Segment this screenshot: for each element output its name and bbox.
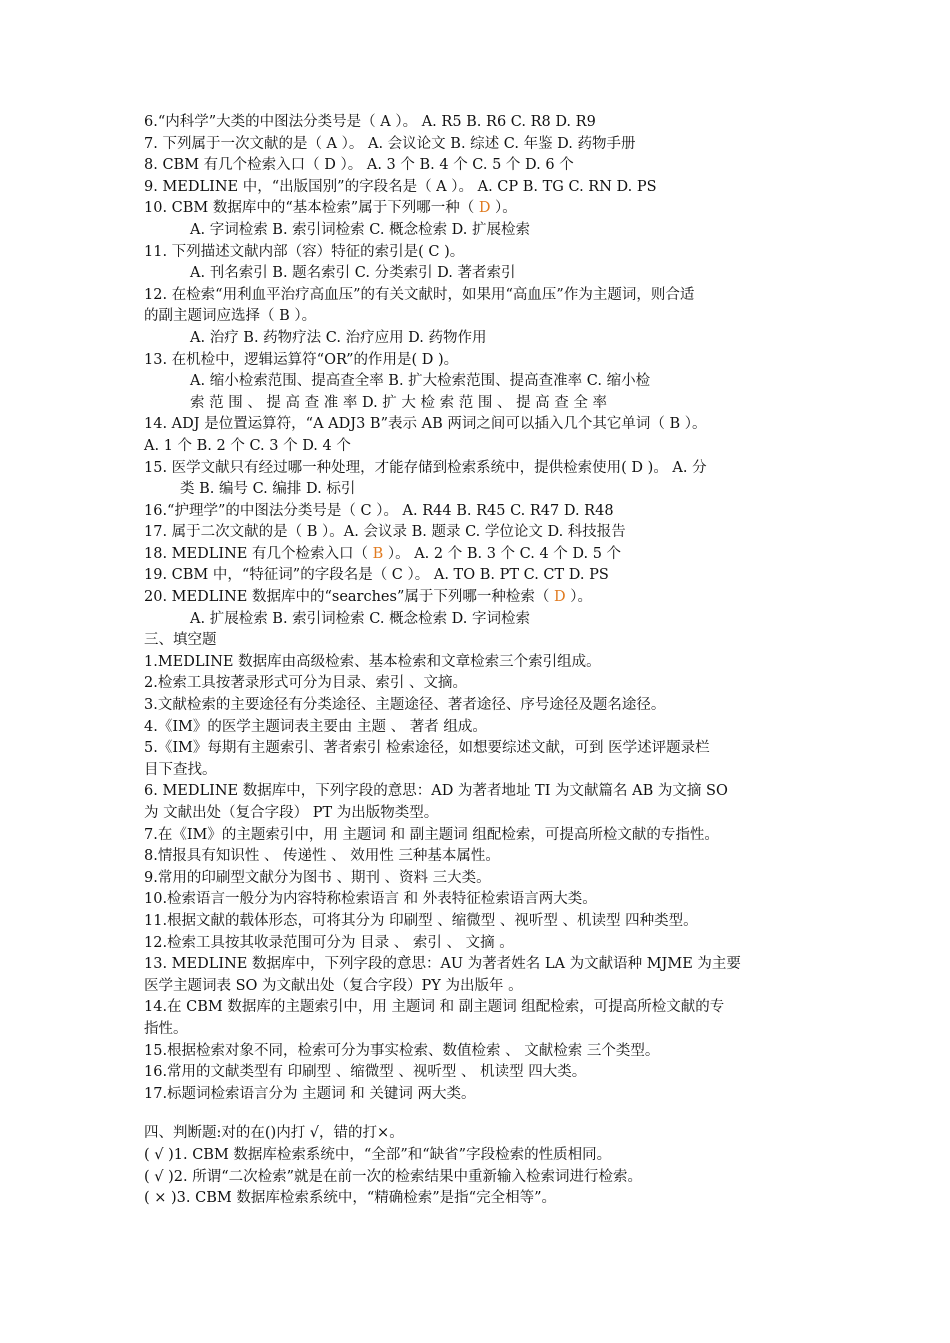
question-15-options: 类 B. 编号 C. 编排 D. 标引 — [180, 481, 356, 498]
judge-item: ( √ )1. CBM 数据库检索系统中，“全部”和“缺省”字段检索的性质相同。 — [144, 1146, 612, 1163]
fill-item: 16.常用的文献类型有 印刷型 、缩微型 、视听型 、 机读型 四大类。 — [144, 1064, 587, 1081]
question-19: 19. CBM 中，“特征词”的字段名是（ C ）。 A. TO B. PT C. CT D. PS — [144, 567, 609, 584]
question-14-options: A. 1 个 B. 2 个 C. 3 个 D. 4 个 — [144, 437, 351, 454]
fill-item: 13. MEDLINE 数据库中，下列字段的意思：AU 为著者姓名 LA 为文献语种 MJME 为主要 — [144, 956, 741, 973]
question-9: 9. MEDLINE 中，“出版国别”的字段名是（ A ）。 A. CP B. TG C. RN D. PS — [144, 178, 657, 195]
judge-item: ( × )3. CBM 数据库检索系统中，“精确检索”是指“完全相等”。 — [144, 1190, 556, 1207]
fill-item: 15.根据检索对象不同，检索可分为事实检索、数值检索 、 文献检索 三个类型。 — [144, 1042, 660, 1059]
question-13: 13. 在机检中，逻辑运算符“OR”的作用是( D )。 — [144, 351, 459, 368]
question-11-options: A. 刊名索引 B. 题名索引 C. 分类索引 D. 著者索引 — [190, 265, 516, 282]
document-page — [144, 112, 816, 1210]
answer-highlight: B — [372, 545, 384, 562]
fill-item: 8.情报具有知识性 、 传递性 、 效用性 三种基本属性。 — [144, 848, 500, 865]
question-17: 17. 属于二次文献的是（ B ）。A. 会议录 B. 题录 C. 学位论文 D. 科技报告 — [144, 524, 626, 541]
fill-item: 3.文献检索的主要途径有分类途径、主题途径、著者途径、序号途径及题名途径。 — [144, 697, 666, 714]
question-8: 8. CBM 有几个检索入口（ D ）。 A. 3 个 B. 4 个 C. 5 个 D. 6 个 — [144, 157, 574, 174]
question-13-options-a: A. 缩小检索范围、提高查全率 B. 扩大检索范围、提高查准率 C. 缩小检 — [190, 373, 651, 390]
question-11: 11. 下列描述文献内部（容）特征的索引是( C )。 — [144, 243, 465, 260]
question-12: 12. 在检索“用利血平治疗高血压”的有关文献时，如果用“高血压”作为主题词，则合适 — [144, 286, 695, 303]
fill-item: 10.检索语言一般分为内容特称检索语言 和 外表特征检索语言两大类。 — [144, 891, 597, 908]
fill-item: 5.《IM》每期有主题索引、著者索引 检索途径，如想要综述文献，可到 医学述评题录栏 — [144, 740, 710, 757]
fill-item: 指性。 — [144, 1020, 188, 1037]
fill-item: 9.常用的印刷型文献分为图书 、期刊 、资料 三大类。 — [144, 869, 491, 886]
answer-highlight: D — [553, 589, 566, 606]
question-10: 10. CBM 数据库中的“基本检索”属于下列哪一种（ D ）。 — [144, 200, 517, 217]
question-7: 7. 下列属于一次文献的是（ A ）。 A. 会议论文 B. 综述 C. 年鉴 D. 药物手册 — [144, 135, 636, 152]
spacer — [144, 1105, 816, 1123]
fill-item: 17.标题词检索语言分为 主题词 和 关键词 两大类。 — [144, 1085, 476, 1102]
fill-item: 7.在《IM》的主题索引中，用 主题词 和 副主题词 组配检索，可提高所检文献的专指性。 — [144, 826, 719, 843]
question-6: 6.“内科学”大类的中图法分类号是（ A ）。 A. R5 B. R6 C. R8 D. R9 — [144, 114, 596, 130]
question-12-options: A. 治疗 B. 药物疗法 C. 治疗应用 D. 药物作用 — [190, 329, 487, 346]
question-12-cont: 的副主题词应选择（ B ）。 — [144, 308, 317, 325]
section-heading-judge: 四、判断题:对的在()内打 √，错的打×。 — [144, 1125, 404, 1142]
fill-item: 医学主题词表 SO 为文献出处（复合字段）PY 为出版年 。 — [144, 977, 523, 994]
question-14: 14. ADJ 是位置运算符，“A ADJ3 B”表示 AB 两词之间可以插入几个其它单词（ B ）。 — [144, 416, 707, 433]
section-heading-fill: 三、填空题 — [144, 632, 217, 649]
question-10-options: A. 字词检索 B. 索引词检索 C. 概念检索 D. 扩展检索 — [190, 221, 531, 238]
fill-item: 1.MEDLINE 数据库由高级检索、基本检索和文章检索三个索引组成。 — [144, 653, 601, 670]
question-20: 20. MEDLINE 数据库中的“searches”属于下列哪一种检索（ D ）。 — [144, 589, 592, 606]
question-13-options-b: 索 范 围 、 提 高 查 准 率 D. 扩 大 检 索 范 围 、 提 高 查 全 率 — [190, 394, 608, 411]
question-15: 15. 医学文献只有经过哪一种处理，才能存储到检索系统中，提供检索使用( D )。 A. 分 — [144, 459, 707, 476]
fill-item: 6. MEDLINE 数据库中，下列字段的意思：AD 为著者地址 TI 为文献篇名 AB 为文摘 SO — [144, 783, 728, 800]
fill-item: 目下查找。 — [144, 761, 217, 778]
fill-item: 14.在 CBM 数据库的主题索引中，用 主题词 和 副主题词 组配检索，可提高所检文献的专 — [144, 999, 725, 1016]
fill-item: 4.《IM》的医学主题词表主要由 主题 、 著者 组成。 — [144, 718, 487, 735]
fill-item: 为 文献出处（复合字段） PT 为出版物类型。 — [144, 805, 439, 821]
fill-item: 2.检索工具按著录形式可分为目录、索引 、文摘。 — [144, 675, 467, 692]
judge-item: ( √ )2. 所谓“二次检索”就是在前一次的检索结果中重新输入检索词进行检索。 — [144, 1168, 643, 1185]
fill-item: 11.根据文献的载体形态，可将其分为 印刷型 、缩微型 、视听型 、机读型 四种类型。 — [144, 912, 698, 929]
answer-highlight: D — [478, 200, 491, 217]
question-20-options: A. 扩展检索 B. 索引词检索 C. 概念检索 D. 字词检索 — [190, 610, 531, 627]
question-18: 18. MEDLINE 有几个检索入口（ B ）。 A. 2 个 B. 3 个 C. 4 个 D. 5 个 — [144, 545, 622, 562]
question-16: 16.“护理学”的中图法分类号是（ C ）。 A. R44 B. R45 C. R47 D. R48 — [144, 502, 614, 519]
fill-item: 12.检索工具按其收录范围可分为 目录 、 索引 、 文摘 。 — [144, 934, 514, 951]
